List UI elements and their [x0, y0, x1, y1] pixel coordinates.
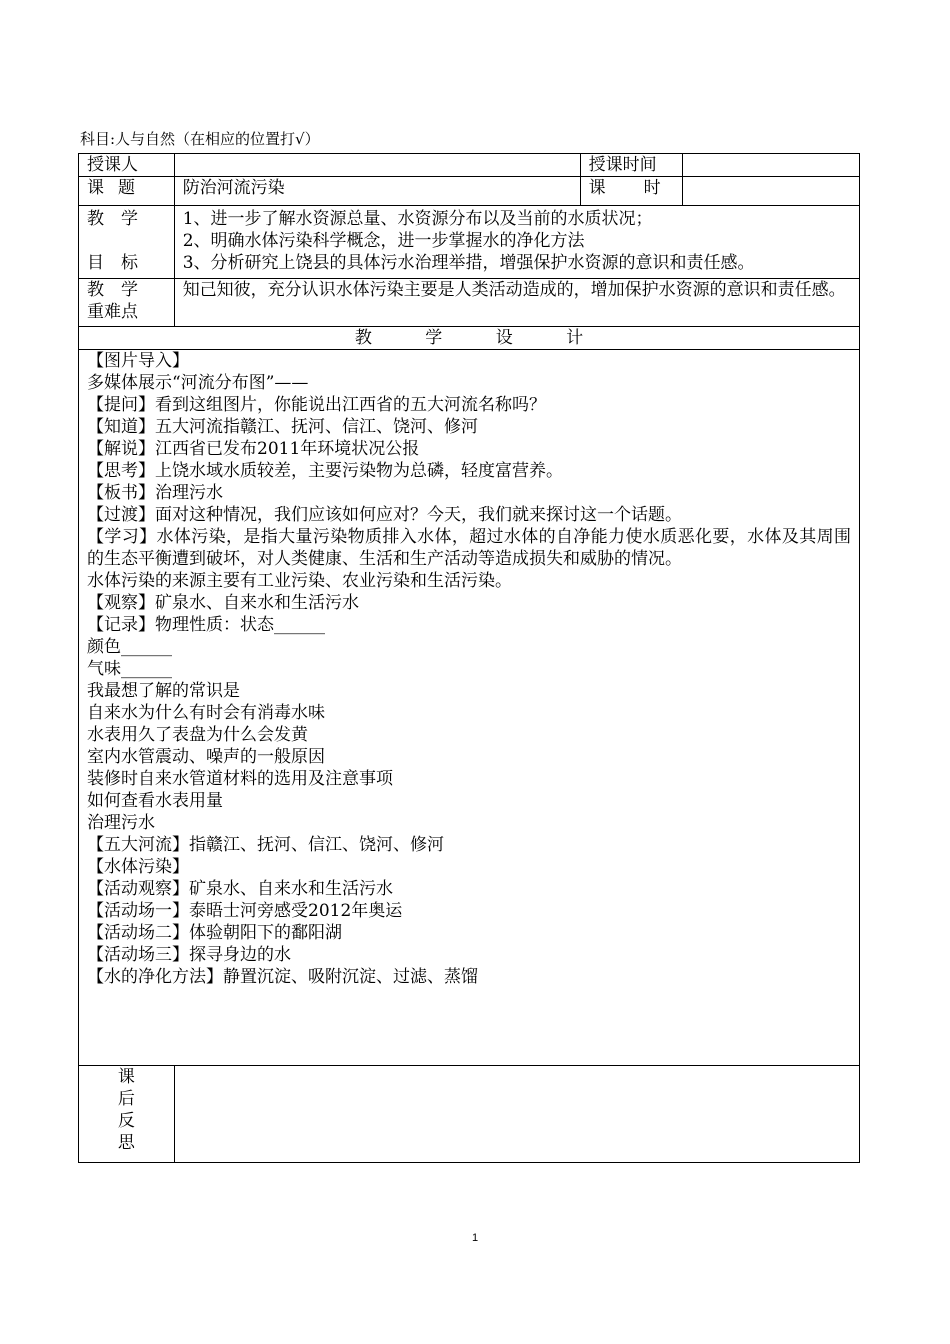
design-content-row: [79, 350, 860, 1066]
page-number: 1: [471, 1232, 479, 1244]
difficulty-content: 知己知彼，充分认识水体污染主要是人类活动造成的，增加保护水资源的意识和责任感。: [174, 279, 859, 327]
subject-line: 科目:人与自然（在相应的位置打√）: [80, 130, 320, 148]
hours-label-char-1: 课: [588, 178, 606, 198]
design-title: [79, 327, 860, 350]
time-value[interactable]: [682, 154, 859, 177]
difficulty-label-line-2: 重难点: [87, 302, 138, 322]
content-line: 【活动观察】矿泉水、自来水和生活污水: [87, 879, 393, 899]
content-line: 【活动场一】泰晤士河旁感受2012年奥运: [87, 901, 403, 921]
content-line: 【活动场二】体验朝阳下的鄱阳湖: [87, 923, 342, 943]
reflection-label: [79, 1066, 175, 1163]
content-line: 【解说】江西省已发布2011年环境状况公报: [87, 439, 420, 459]
goal-item-2: 2、明确水体污染科学概念，进一步掌握水的净化方法: [182, 231, 585, 251]
reflection-value[interactable]: [174, 1066, 859, 1163]
goals-label-line-1: 教 学: [87, 209, 138, 229]
design-content: [79, 350, 860, 1066]
content-line: 如何查看水表用量: [87, 791, 223, 811]
content-line: 【学习】水体污染，是指大量污染物质排入水体，超过水体的自净能力使水质恶化要，水体及其周围的生态平衡遭到破坏，对人类健康、生活和生产活动等造成损失和威胁的情况。: [87, 527, 851, 569]
content-line: 【过渡】面对这种情况，我们应该如何应对？今天，我们就来探讨这一个话题。: [87, 505, 682, 525]
design-title-char-1: 教: [354, 328, 372, 348]
goal-item-3: 3、分析研究上饶县的具体污水治理举措，增强保护水资源的意识和责任感。: [182, 253, 755, 273]
goal-item-1: 1、进一步了解水资源总量、水资源分布以及当前的水质状况；: [182, 209, 653, 229]
content-line: 水表用久了表盘为什么会发黄: [87, 725, 308, 745]
reflection-label-char-1: 课: [117, 1067, 135, 1087]
teacher-label: 授课人: [79, 154, 175, 177]
design-title-char-3: 设: [495, 328, 513, 348]
reflection-label-char-4: 思: [117, 1133, 135, 1153]
topic-label: [79, 177, 175, 206]
goals-row: [79, 206, 860, 279]
hours-label-char-2: 时: [643, 178, 661, 198]
content-line: 水体污染的来源主要有工业污染、农业污染和生活污染。: [87, 571, 512, 591]
goals-label: [79, 206, 175, 279]
difficulty-label: [79, 279, 175, 327]
topic-row: [79, 177, 860, 206]
content-line: 【五大河流】指赣江、抚河、信江、饶河、修河: [87, 835, 444, 855]
content-line: 多媒体展示“河流分布图”——: [87, 373, 309, 393]
content-line: 气味______: [87, 659, 172, 679]
content-line: 【水的净化方法】静置沉淀、吸附沉淀、过滤、蒸馏: [87, 967, 478, 987]
content-line: 颜色______: [87, 637, 172, 657]
content-line: 【图片导入】: [87, 351, 189, 371]
hours-label: [580, 177, 682, 206]
content-line: 【提问】看到这组图片，你能说出江西省的五大河流名称吗？: [87, 395, 546, 415]
time-label: 授课时间: [580, 154, 682, 177]
reflection-row: [79, 1066, 860, 1163]
reflection-label-char-2: 后: [117, 1089, 135, 1109]
goals-content: [174, 206, 859, 279]
content-line: 室内水管震动、噪声的一般原因: [87, 747, 325, 767]
content-line: 自来水为什么有时会有消毒水味: [87, 703, 325, 723]
content-line: 装修时自来水管道材料的选用及注意事项: [87, 769, 393, 789]
content-line: 治理污水: [87, 813, 155, 833]
difficulty-row: [79, 279, 860, 327]
goals-label-line-2: 目 标: [87, 253, 138, 273]
content-line: 【水体污染】: [87, 857, 189, 877]
teacher-value[interactable]: [174, 154, 580, 177]
hours-value[interactable]: [682, 177, 859, 206]
topic-label-char-2: 题: [118, 178, 135, 198]
content-line: 【观察】矿泉水、自来水和生活污水: [87, 593, 359, 613]
teacher-row: [79, 154, 860, 177]
content-line: 我最想了解的常识是: [87, 681, 240, 701]
content-line: 【思考】上饶水域水质较差，主要污染物为总磷，轻度富营养。: [87, 461, 563, 481]
design-title-char-4: 计: [566, 328, 584, 348]
reflection-label-char-3: 反: [117, 1111, 135, 1131]
difficulty-label-line-1: 教 学: [87, 280, 138, 300]
lesson-plan-table: [78, 153, 860, 1163]
content-line: 【活动场三】探寻身边的水: [87, 945, 291, 965]
content-line: 【知道】五大河流指赣江、抚河、信江、饶河、修河: [87, 417, 478, 437]
design-title-char-2: 学: [425, 328, 443, 348]
content-line: 【板书】治理污水: [87, 483, 223, 503]
design-title-row: [79, 327, 860, 350]
content-line: 【记录】物理性质：状态______: [87, 615, 325, 635]
topic-label-char-1: 课: [87, 178, 104, 198]
topic-value[interactable]: 防治河流污染: [174, 177, 580, 206]
